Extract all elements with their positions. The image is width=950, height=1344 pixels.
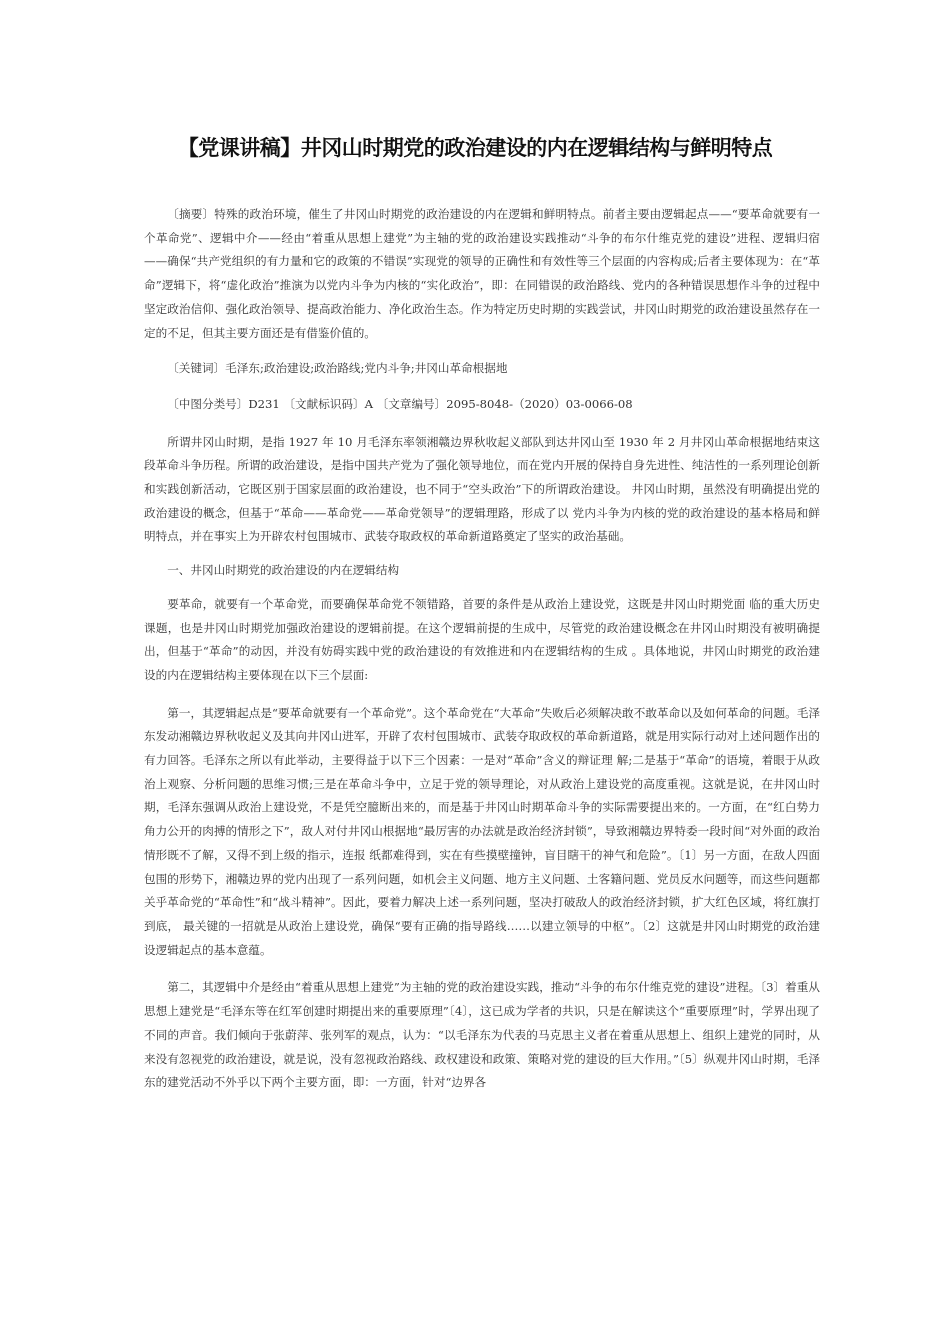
body-paragraph: 第一，其逻辑起点是“要革命就要有一个革命党”。这个革命党在“大革命”失败后必须解决敢不敢革命以及如何革命的问题。毛泽东发动湘赣边界秋收起义及其向井冈山进军，开辟了农村包围城市、武装夺取政权的革命新道路，就是用实际行动对上述问题作出的有力回答。毛泽东之所以有此举动，主要得益于以下三个因素：一是对“革命”含义的辩证理 解;二是基于“革命”的语境，着眼于从政治上观察、分析问题的思维习惯;三是在革命斗争中，立足于党的领导理论，对从政治上建设党的高度重视。这就是说，在井冈山时期，毛泽东强调从政治上建设党，不是凭空臆断出来的，而是基于井冈山时期革命斗争的实际需要提出来的。一方面，在“红白势力角力公开的肉搏的情形之下”，敌人对付井冈山根据地“最厉害的办法就是政治经济封锁”，导致湘赣边界特委一段时间“对外面的政治情形既不了解，又得不到上级的指示，连报 纸都难得到，实在有些摸壁撞钟，盲目瞎干的神气和危险”。〔1〕另一方面，在敌人四面包围的形势下，湘赣边界的党内出现了一系列问题，如机会主义问题、地方主义问题、土客籍问题、党员反水问题等，而这些问题都关乎革命党的“革命性”和“战斗精神”。因此，要着力解决上述一系列问题，坚决打破敌人的政治经济封锁，扩大红色区域，将红旗打到底， 最关键的一招就是从政治上建设党，确保“要有正确的指导路线……以建立领导的中枢”。〔2〕这就是井冈山时期党的政治建设逻辑起点的基本意蕴。: [144, 705, 820, 957]
document-title: 【党课讲稿】井冈山时期党的政治建设的内在逻辑结构与鲜明特点: [177, 136, 773, 160]
document-body: [144, 203, 820, 1095]
abstract-paragraph: 〔摘要〕特殊的政治环境，催生了井冈山时期党的政治建设的内在逻辑和鲜明特点。前者主要由逻辑起点——“要革命就要有一个革命党”、逻辑中介——经由“着重从思想上建党”为主轴的党的政治建设实践推动“斗争的布尔什维克党的建设”进程、逻辑归宿——确保“共产党组织的有力量和它的政策的不错误”实现党的领导的正确性和有效性等三个层面的内容构成;后者主要体现为：在“革命”逻辑下，将“虚化政治”推演为以党内斗争为内核的“实化政治”，即：在同错误的政治路线、党内的各种错误思想作斗争的过程中坚定政治信仰、强化政治领导、提高政治能力、净化政治生态。作为特定历史时期的实践尝试，井冈山时期党的政治建设虽然存在一定的不足，但其主要方面还是有借鉴价值的。: [144, 207, 820, 340]
section-heading: 一、井冈山时期党的政治建设的内在逻辑结构: [167, 563, 400, 578]
body-paragraph: 要革命，就要有一个革命党，而要确保革命党不领错路，首要的条件是从政治上建设党，这既是井冈山时期党面 临的重大历史课题，也是井冈山时期党加强政治建设的逻辑前提。在这个逻辑前提的生成中，尽管党的政治建设概念在井冈山时期没有被明确提出，但基于“革命”的动因，并没有妨碍实践中党的政治建设的有效推进和内在逻辑结构的生成 。具体地说，井冈山时期党的政治建设的内在逻辑结构主要体现在以下三个层面:: [144, 596, 820, 682]
classification-line: 〔中图分类号〕D231 〔文献标识码〕A 〔文章编号〕2095-8048-（2020）03-0066-08: [167, 396, 633, 411]
body-paragraph: 第二，其逻辑中介是经由“着重从思想上建党”为主轴的党的政治建设实践，推动“斗争的布尔什维克党的建设”进程。〔3〕着重从思想上建党是“毛泽东等在红军创建时期提出来的重要原理”〔4〕，这已成为学者的共识，只是在解读这个“重要原理”时，学界出现了不同的声音。我们倾向于张蔚萍、张列军的观点，认为：“以毛泽东为代表的马克思主义者在着重从思想上、组织上建党的同时，从来没有忽视党的政治建设，就是说，没有忽视政治路线、政权建设和政策、策略对党的建设的巨大作用。”〔5〕纵观井冈山时期，毛泽东的建党活动不外乎以下两个主要方面，即：一方面，针对“边界各: [144, 980, 820, 1090]
intro-paragraph: 所谓井冈山时期，是指 1927 年 10 月毛泽东率领湘赣边界秋收起义部队到达井冈山至 1930 年 2 月井冈山革命根据地结束这段革命斗争历程。所谓的政治建设，是指中国共产党为了强化领导地位，而在党内开展的保持自身先进性、纯洁性的一系列理论创新和实践创新活动，它既区别于国家层面的政治建设，也不同于“空头政治”下的所谓政治建设。 井冈山时期，虽然没有明确提出党的政治建设的概念，但基于“革命——革命党——革命党领导”的逻辑理路，形成了以 党内斗争为内核的党的政治建设的基本格局和鲜明特点，并在事实上为开辟农村包围城市、武装夺取政权的革命新道路奠定了坚实的政治基础。: [144, 434, 820, 544]
keywords-line: 〔关键词〕毛泽东;政治建设;政治路线;党内斗争;井冈山革命根据地: [167, 361, 508, 376]
